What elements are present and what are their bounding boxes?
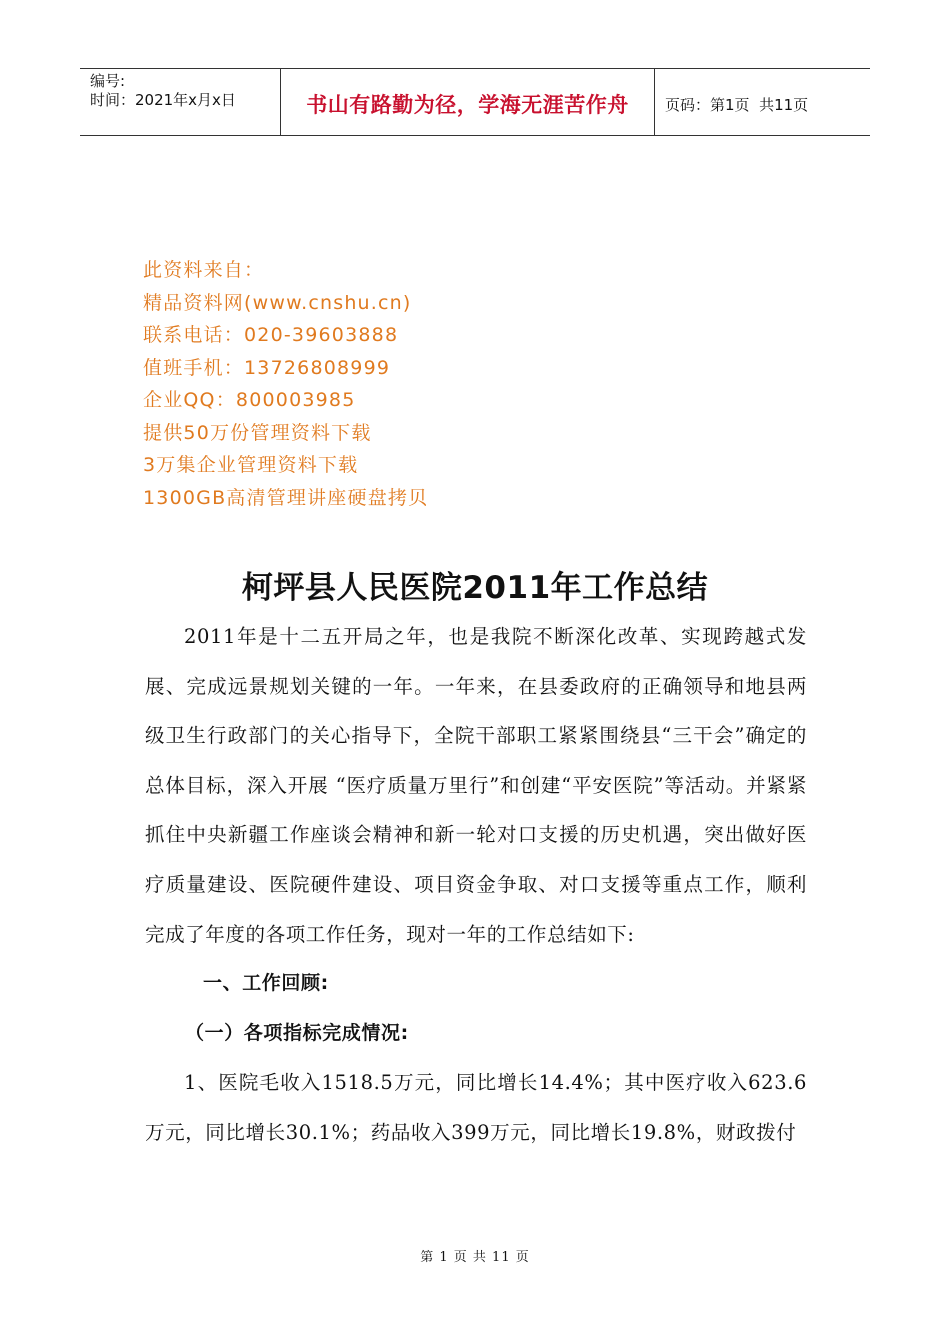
header-page-cell (655, 69, 870, 135)
source-line: 3万集企业管理资料下载 (143, 454, 359, 476)
source-line: 提供50万份管理资料下载 (143, 421, 372, 444)
source-line: 企业QQ：800003985 (143, 389, 356, 411)
source-line: 值班手机：13726808999 (143, 356, 391, 379)
page-footer: 第 1 页 共 11 页 (420, 1250, 530, 1265)
header-motto: 书山有路勤为径，学海无涯苦作舟 (306, 92, 629, 117)
document-body (145, 612, 807, 1158)
document-title: 柯坪县人民医院2011年工作总结 (241, 570, 709, 606)
item-paragraph: 1、医院毛收入1518.5万元，同比增长14.4%；其中医疗收入623.6万元，同比增长30.1%；药品收入399万元，同比增长19.8%，财政拨付 (145, 1071, 807, 1144)
document-number-label: 编号: (90, 72, 126, 90)
section-heading: 一、工作回顾: (203, 972, 329, 995)
document-date: 时间：2021年x月x日 (90, 91, 236, 109)
source-line: 此资料来自： (143, 259, 265, 281)
subsection-heading: （一）各项指标完成情况: (185, 1021, 409, 1044)
header-meta-cell (80, 69, 281, 135)
document-header (80, 68, 870, 136)
header-motto-cell (281, 69, 655, 135)
header-page-info: 页码：第1页 共11页 (665, 95, 809, 114)
source-line: 1300GB高清管理讲座硬盘拷贝 (143, 486, 429, 509)
source-line: 联系电话：020-39603888 (143, 324, 399, 346)
intro-paragraph: 2011年是十二五开局之年，也是我院不断深化改革、实现跨越式发展、完成远景规划关键的一年。一年来，在县委政府的正确领导和地县两级卫生行政部门的关心指导下，全院干部职工紧紧围绕县“三干会”确定的总体目标，深入开展 “医疗质量万里行”和创建“平安医院”等活动。并紧紧抓住中央新疆工作座谈会精神和新一轮对口支援的历史机遇，突出做好医疗质量建设、医院硬件建设、项目资金争取、对口支援等重点工作，顺利完成了年度的各项工作任务，现对一年的工作总结如下: (145, 625, 807, 946)
source-website-link[interactable]: 精品资料网(www.cnshu.cn) (143, 291, 412, 314)
source-info-block (143, 254, 428, 514)
